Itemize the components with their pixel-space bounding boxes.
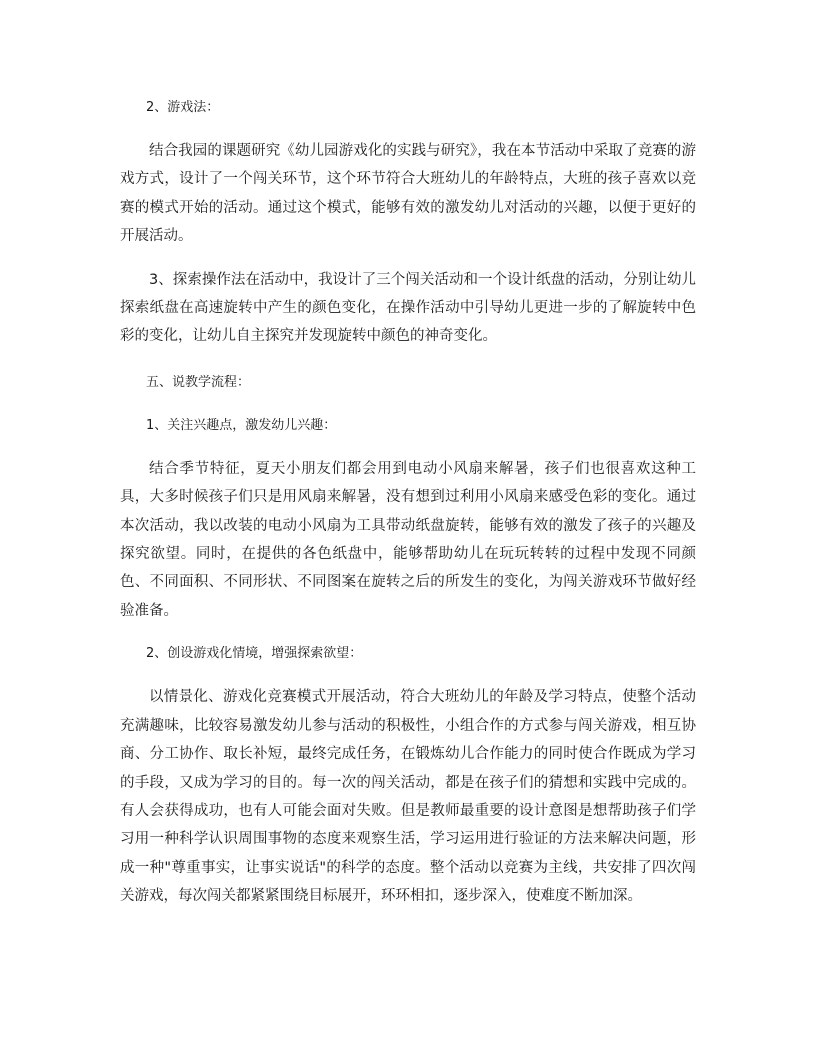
paragraph-exploration-method: 3、探索操作法在活动中，我设计了三个闯关活动和一个设计纸盘的活动，分别让幼儿探索纸盘在高速旋转中产生的颜色变化，在操作活动中引导幼儿更进一步的了解旋转中色彩的变化，让幼儿自主探究并发现旋转中颜色的神奇变化。 (120, 271, 696, 345)
section-heading-game-method: 2、游戏法： (146, 100, 220, 115)
section-heading-teaching-process: 五、说教学流程： (146, 374, 251, 390)
paragraph-game-method: 结合我园的课题研究《幼儿园游戏化的实践与研究》，我在本节活动中采取了竞赛的游戏方式，设计了一个闯关环节，这个环节符合大班幼儿的年龄特点，大班的孩子喜欢以竞赛的模式开始的活动。通过这个模式，能够有效的激发幼儿对活动的兴趣，以便于更好的开展活动。 (120, 143, 696, 245)
document-body (120, 94, 696, 911)
paragraph-game-situation: 以情景化、游戏化竞赛模式开展活动，符合大班幼儿的年龄及学习特点，使整个活动充满趣味，比较容易激发幼儿参与活动的积极性，小组合作的方式参与闯关游戏，相互协商、分工协作、取长补短，最终完成任务，在锻炼幼儿合作能力的同时使合作既成为学习的手段，又成为学习的目的。每一次的闯关活动，都是在孩子们的猜想和实践中完成的。有人会获得成功，也有人可能会面对失败。但是教师最重要的设计意图是想帮助孩子们学习用一种科学认识周围事物的态度来观察生活，学习运用进行验证的方法来解决问题，形成一种"尊重事实，让事实说话"的科学的态度。整个活动以竞赛为主线，共安排了四次闯关游戏，每次闯关都紧紧围绕目标展开，环环相扣，逐步深入，使难度不断加深。 (120, 689, 696, 905)
subheading-interest-point: 1、关注兴趣点，激发幼儿兴趣： (146, 417, 337, 433)
paragraph-interest-point: 结合季节特征，夏天小朋友们都会用到电动小风扇来解暑，孩子们也很喜欢这种工具，大多时候孩子们只是用风扇来解暑，没有想到过利用小风扇来感受色彩的变化。通过本次活动，我以改装的电动小风扇为工具带动纸盘旋转，能够有效的激发了孩子的兴趣及探究欲望。同时，在提供的各色纸盘中，能够帮助幼儿在玩玩转转的过程中发现不同颜色、不同面积、不同形状、不同图案在旋转之后的所发生的变化，为闯关游戏环节做好经验准备。 (120, 460, 696, 619)
subheading-game-situation: 2、创设游戏化情境，增强探索欲望： (146, 646, 363, 662)
